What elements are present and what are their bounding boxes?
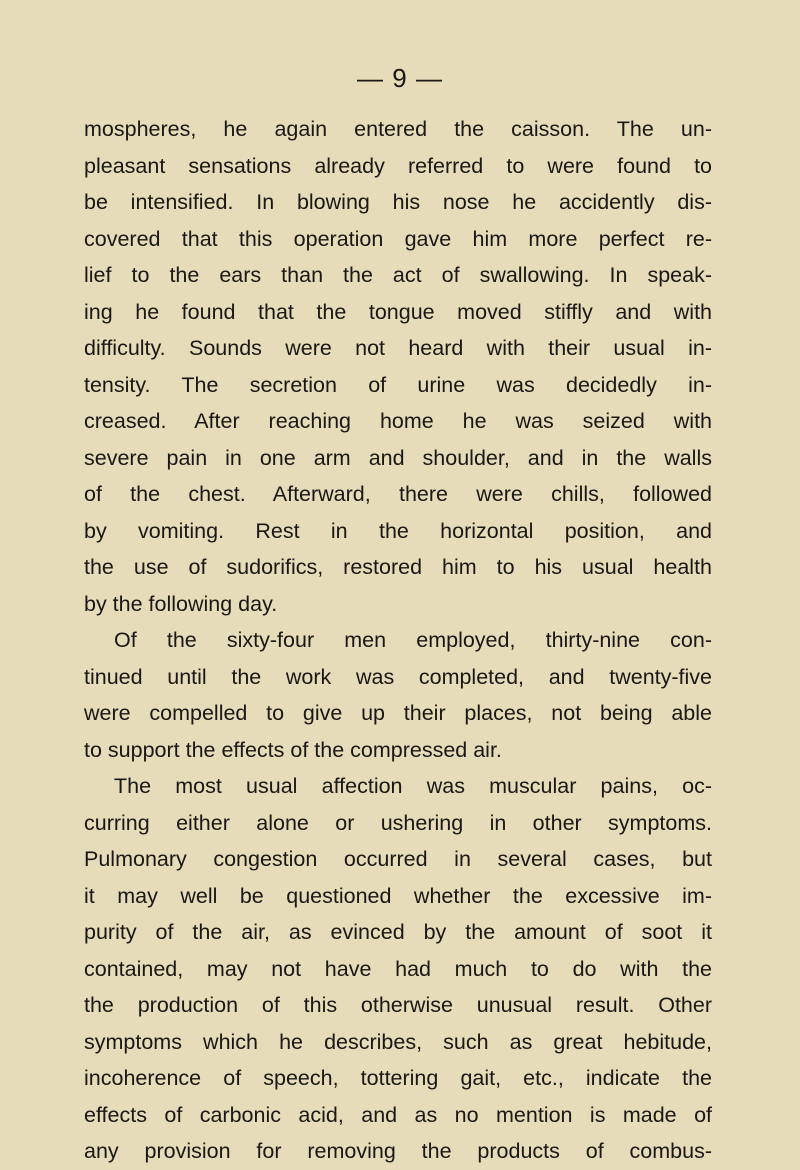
text-line: the use of sudorifics, restored him to his usual health [84,555,712,579]
text-line: of the chest. Afterward, there were chills, followed [84,482,712,506]
text-line: covered that this operation gave him more perfect re- [84,226,712,251]
page-number: — 9 — [357,63,443,93]
text-line: any provision for removing the products of combus- [84,1139,712,1163]
text-line: curring either alone or ushering in other symptoms. [84,810,712,835]
text-line: it may well be questioned whether the excessive im- [84,883,712,908]
text-line: effects of carbonic acid, and as no mention is made of [84,1102,712,1127]
text-line: were compelled to give up their places, not being able [84,701,712,725]
text-line: mospheres, he again entered the caisson. The un- [84,117,712,141]
text-line: contained, may not have had much to do with the [84,956,712,981]
text-line: tinued until the work was completed, and twenty-five [84,664,712,689]
text-line: Pulmonary congestion occurred in several cases, but [84,847,712,871]
text-line: purity of the air, as evinced by the amount of soot it [84,920,712,944]
text-line: pleasant sensations already referred to were found to [84,153,712,178]
text-line: lief to the ears than the act of swallowing. In speak- [84,263,712,287]
text-line: by the following day. [84,591,278,616]
text-line: symptoms which he describes, such as great hebitude, [84,1029,712,1054]
text-line: be intensified. In blowing his nose he accidently dis- [84,190,712,214]
body-text [84,111,712,1170]
text-line: severe pain in one arm and shoulder, and in the walls [84,445,712,470]
text-line: difficulty. Sounds were not heard with their usual in- [84,336,712,360]
text-line: by vomiting. Rest in the horizontal position, and [84,518,712,543]
text-line: The most usual affection was muscular pains, oc- [114,774,712,798]
text-line: to support the effects of the compressed air. [84,737,502,762]
text-line: Of the sixty-four men employed, thirty-nine con- [114,628,712,652]
text-line: the production of this otherwise unusual result. Other [84,993,712,1017]
text-line: creased. After reaching home he was seized with [84,409,712,433]
text-line: incoherence of speech, tottering gait, etc., indicate the [84,1066,712,1090]
text-line: ing he found that the tongue moved stiffly and with [84,299,712,324]
text-line: tensity. The secretion of urine was decidedly in- [84,372,712,397]
